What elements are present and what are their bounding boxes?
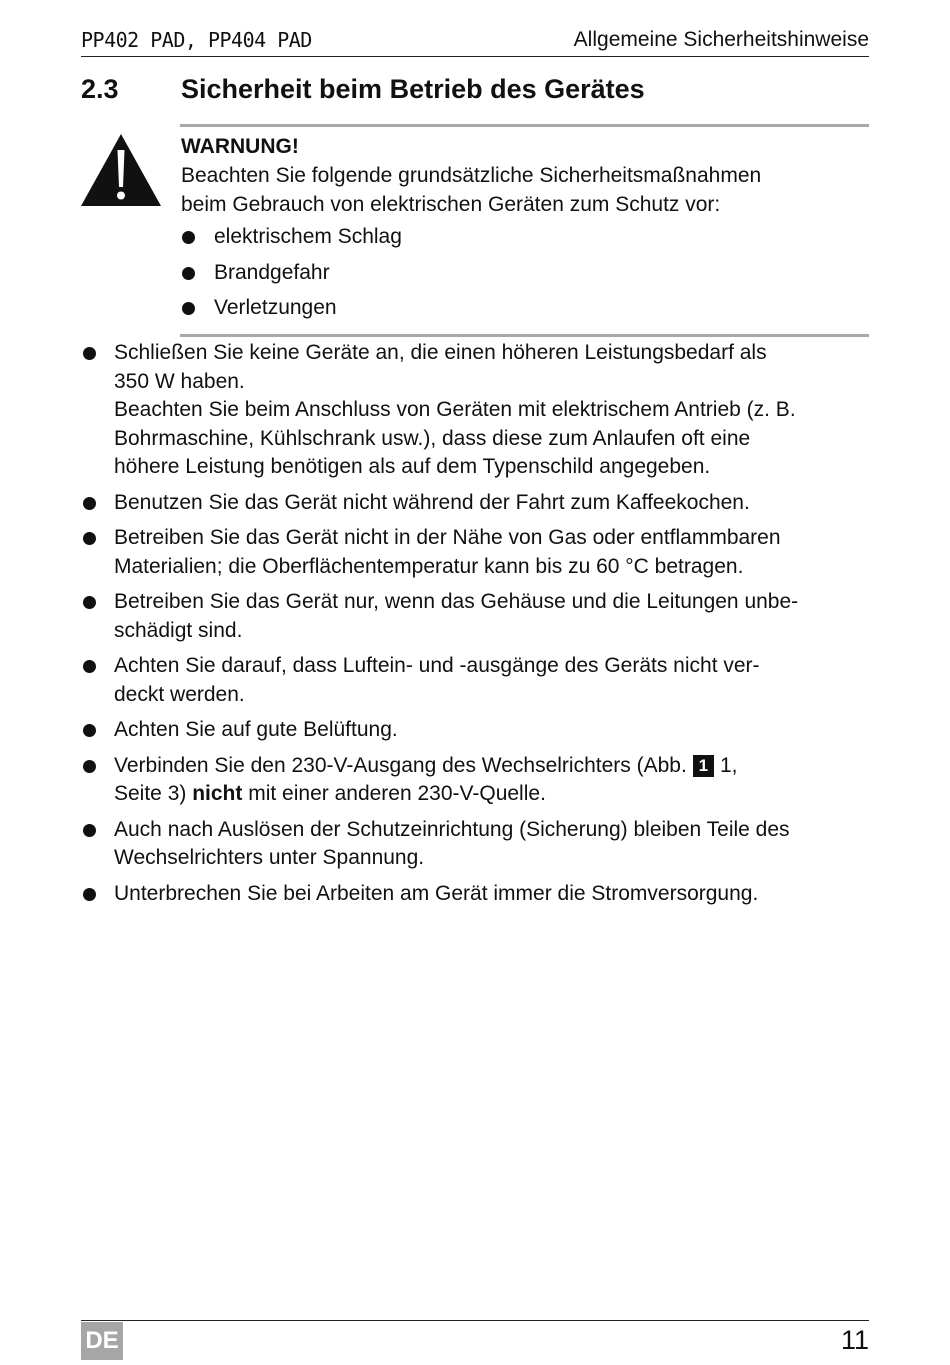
- list-item-line: Betreiben Sie das Gerät nicht in der Nähe von Gas oder entflammbaren: [114, 526, 781, 549]
- list-item: [81, 716, 880, 745]
- list-item-line: Unterbrechen Sie bei Arbeiten am Gerät immer die Stromversorgung.: [114, 881, 759, 905]
- list-item-line: [114, 780, 880, 809]
- list-item: [81, 752, 880, 809]
- list-item-line: Schließen Sie keine Geräte an, die einen höheren Leistungsbedarf als: [114, 341, 767, 364]
- list-item: [81, 588, 880, 645]
- list-item-text: 1,: [719, 753, 738, 777]
- warning-box: [180, 124, 869, 337]
- figure-ref-badge: 1: [693, 755, 714, 777]
- list-item-line: Achten Sie auf gute Belüftung.: [114, 718, 398, 741]
- list-item-line: schädigt sind.: [114, 618, 243, 642]
- list-item-text: Verbinden Sie den 230-V-Ausgang des Wechselrichters (Abb.: [114, 753, 687, 777]
- list-item-line: Betreiben Sie das Gerät nur, wenn das Gehäuse und die Leitungen unbe-: [114, 590, 799, 613]
- list-item-line: Beachten Sie beim Anschluss von Geräten mit elektrischem Antrieb (z. B.: [114, 398, 796, 421]
- warning-list: [180, 225, 402, 332]
- list-item: [81, 524, 880, 581]
- list-item-text: mit einer anderen 230-V-Quelle.: [248, 782, 546, 805]
- page-number: 11: [840, 1325, 869, 1355]
- chapter-title: Allgemeine Sicherheitshinweise: [573, 28, 869, 51]
- warning-list-item: Verletzungen: [180, 296, 402, 332]
- list-item: [81, 880, 880, 909]
- list-item: [81, 652, 880, 709]
- list-item: [81, 489, 880, 518]
- list-item-line: Bohrmaschine, Kühlschrank usw.), dass diese zum Anlaufen oft eine: [114, 426, 751, 450]
- list-item: [81, 816, 880, 873]
- list-item-line: 350 W haben.: [114, 369, 245, 393]
- warning-text: [181, 162, 871, 219]
- warning-list-item: Brandgefahr: [180, 261, 402, 297]
- list-item-line: Materialien; die Oberflächentemperatur kann bis zu 60 °C betragen.: [114, 554, 744, 578]
- language-badge: DE: [81, 1322, 123, 1360]
- warning-triangle-icon: [79, 132, 163, 208]
- list-item-line: Achten Sie darauf, dass Luftein- und -ausgänge des Geräts nicht ver-: [114, 654, 760, 677]
- list-item-line: Wechselrichters unter Spannung.: [114, 846, 425, 869]
- warning-text-line: beim Gebrauch von elektrischen Geräten zum Schutz vor:: [181, 192, 721, 216]
- list-item-line: höhere Leistung benötigen als auf dem Typenschild angegeben.: [114, 455, 711, 478]
- warning-text-line: Beachten Sie folgende grundsätzliche Sicherheitsmaßnahmen: [181, 164, 762, 187]
- section-title: Sicherheit beim Betrieb des Gerätes: [181, 74, 645, 104]
- page-header: [81, 26, 869, 57]
- list-item-line: Benutzen Sie das Gerät nicht während der Fahrt zum Kaffeekochen.: [114, 490, 750, 514]
- section-number: 2.3: [81, 74, 119, 104]
- list-item-line: [114, 752, 880, 781]
- warning-title: WARNUNG!: [181, 135, 299, 158]
- list-item-line: Auch nach Auslösen der Schutzeinrichtung (Sicherung) bleiben Teile des: [114, 817, 790, 841]
- footer-divider: [81, 1320, 869, 1321]
- product-model: PP402 PAD, PP404 PAD: [81, 28, 312, 52]
- emphasis-text: nicht: [192, 782, 243, 805]
- list-item-text: Seite 3): [114, 782, 187, 805]
- list-item-line: deckt werden.: [114, 682, 245, 706]
- list-item: [81, 339, 880, 482]
- safety-list: [81, 339, 880, 915]
- warning-list-item: elektrischem Schlag: [180, 225, 402, 261]
